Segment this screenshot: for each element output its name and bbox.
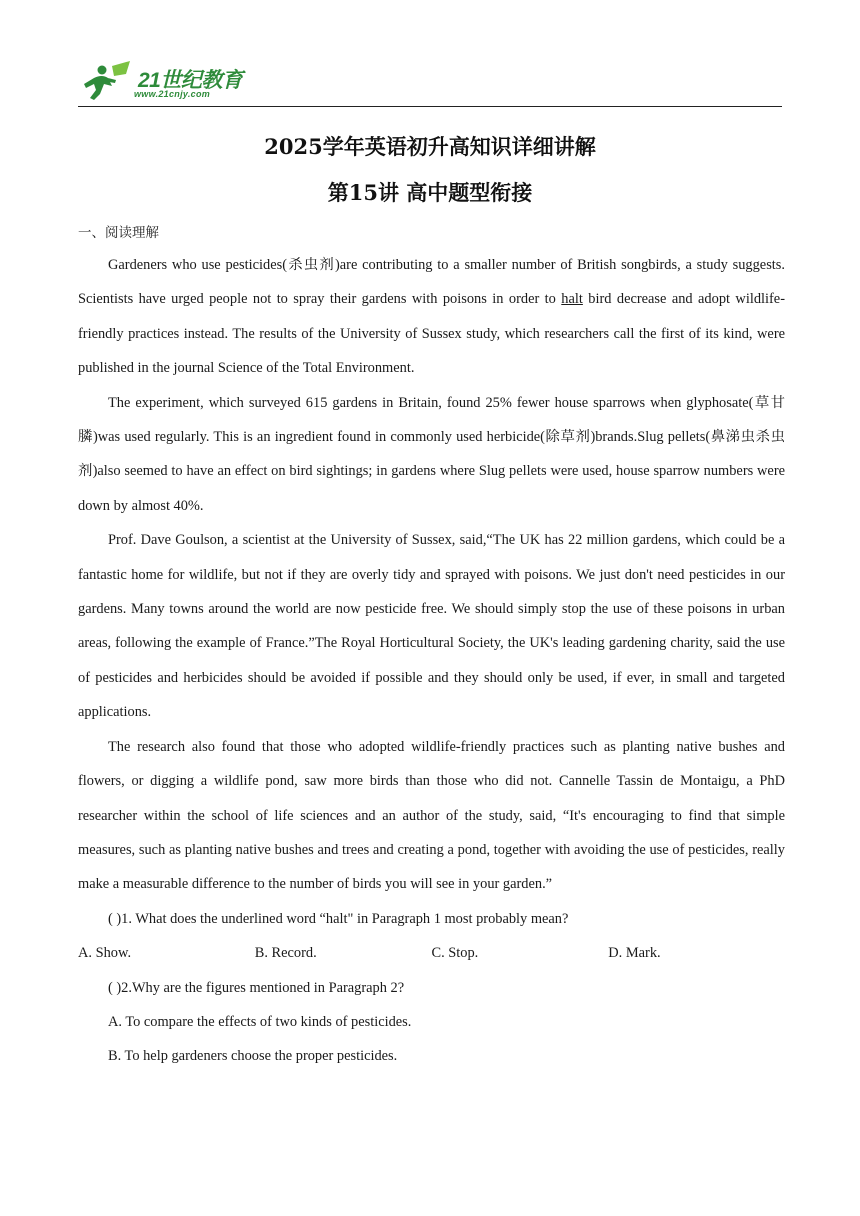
option-d: D. Mark. [608, 945, 661, 962]
page-title: 2025学年英语初升高知识详细讲解 [264, 134, 596, 159]
lecture-title: 第15讲 高中题型衔接 [327, 180, 533, 205]
option-b: B. Record. [254, 945, 317, 962]
underlined-word-halt: halt [561, 291, 583, 308]
option-a: A. Show. [78, 945, 132, 962]
logo-url: www.21cnjy.com [134, 89, 211, 99]
paragraph-1-part-a: Gardeners who use pesticides(杀虫剂)are contributing to a smaller number of British songbirds, a study suggests. Scientists have urged people not to spray their gardens with poisons in order to [78, 257, 785, 308]
page-header [78, 58, 782, 107]
paragraph-1 [78, 248, 785, 386]
section-heading: 一、阅读理解 [78, 225, 159, 241]
logo [82, 60, 252, 102]
paragraph-4: The research also found that those who adopted wildlife-friendly practices such as planting native bushes and flowers, or digging a wildlife pond, saw more birds than those who did not. Cannelle Tassin de Montaigu, a PhD researcher within the school of life sciences and an author of the study, said, “It's encouraging to find that simple measures, such as planting native bushes and trees and creating a pond, together with avoiding the use of pesticides, really make a measurable difference to the number of birds you will see in your garden.” [78, 738, 785, 893]
running-man-icon [82, 60, 138, 102]
logo-text: 21世纪教育 [138, 69, 243, 92]
reading-passage [78, 248, 785, 1074]
question-2-option-b: B. To help gardeners choose the proper pesticides. [108, 1048, 398, 1065]
question-2: ( )2.Why are the figures mentioned in Paragraph 2? [108, 979, 405, 996]
paragraph-3: Prof. Dave Goulson, a scientist at the University of Sussex, said,“The UK has 22 million gardens, which could be a fantastic home for wildlife, but not if they are overly tidy and sprayed with poisons. We just don't need pesticides in our gardens. Many towns around the world are now pesticide free. We should simply stop the use of these poisons in urban areas, following the example of France.”The Royal Horticultural Society, the UK's leading gardening charity, said the use of pesticides and herbicides should be avoided if possible and they should only be used, if ever, in small and targeted applications. [78, 532, 785, 721]
paragraph-2: The experiment, which surveyed 615 gardens in Britain, found 25% fewer house sparrows when glyphosate(草甘膦)was used regularly. This is an ingredient found in commonly used herbicide(除草剂)brands.Slug pellets(鼻涕虫杀虫剂)also seemed to have an effect on bird sightings; in gardens where Slug pellets were used, house sparrow numbers were down by almost 40%. [78, 394, 785, 514]
question-1: ( )1. What does the underlined word “halt" in Paragraph 1 most probably mean? [108, 910, 569, 927]
question-2-option-a: A. To compare the effects of two kinds of pesticides. [108, 1013, 412, 1030]
question-1-options [78, 936, 785, 970]
option-c: C. Stop. [431, 945, 479, 962]
paragraph-1-part-b: bird decrease and adopt wildlife-friendly practices instead. The results of the University of Sussex study, which researchers call the first of its kind, were published in the journal Science of the Total Environment. [78, 291, 785, 377]
